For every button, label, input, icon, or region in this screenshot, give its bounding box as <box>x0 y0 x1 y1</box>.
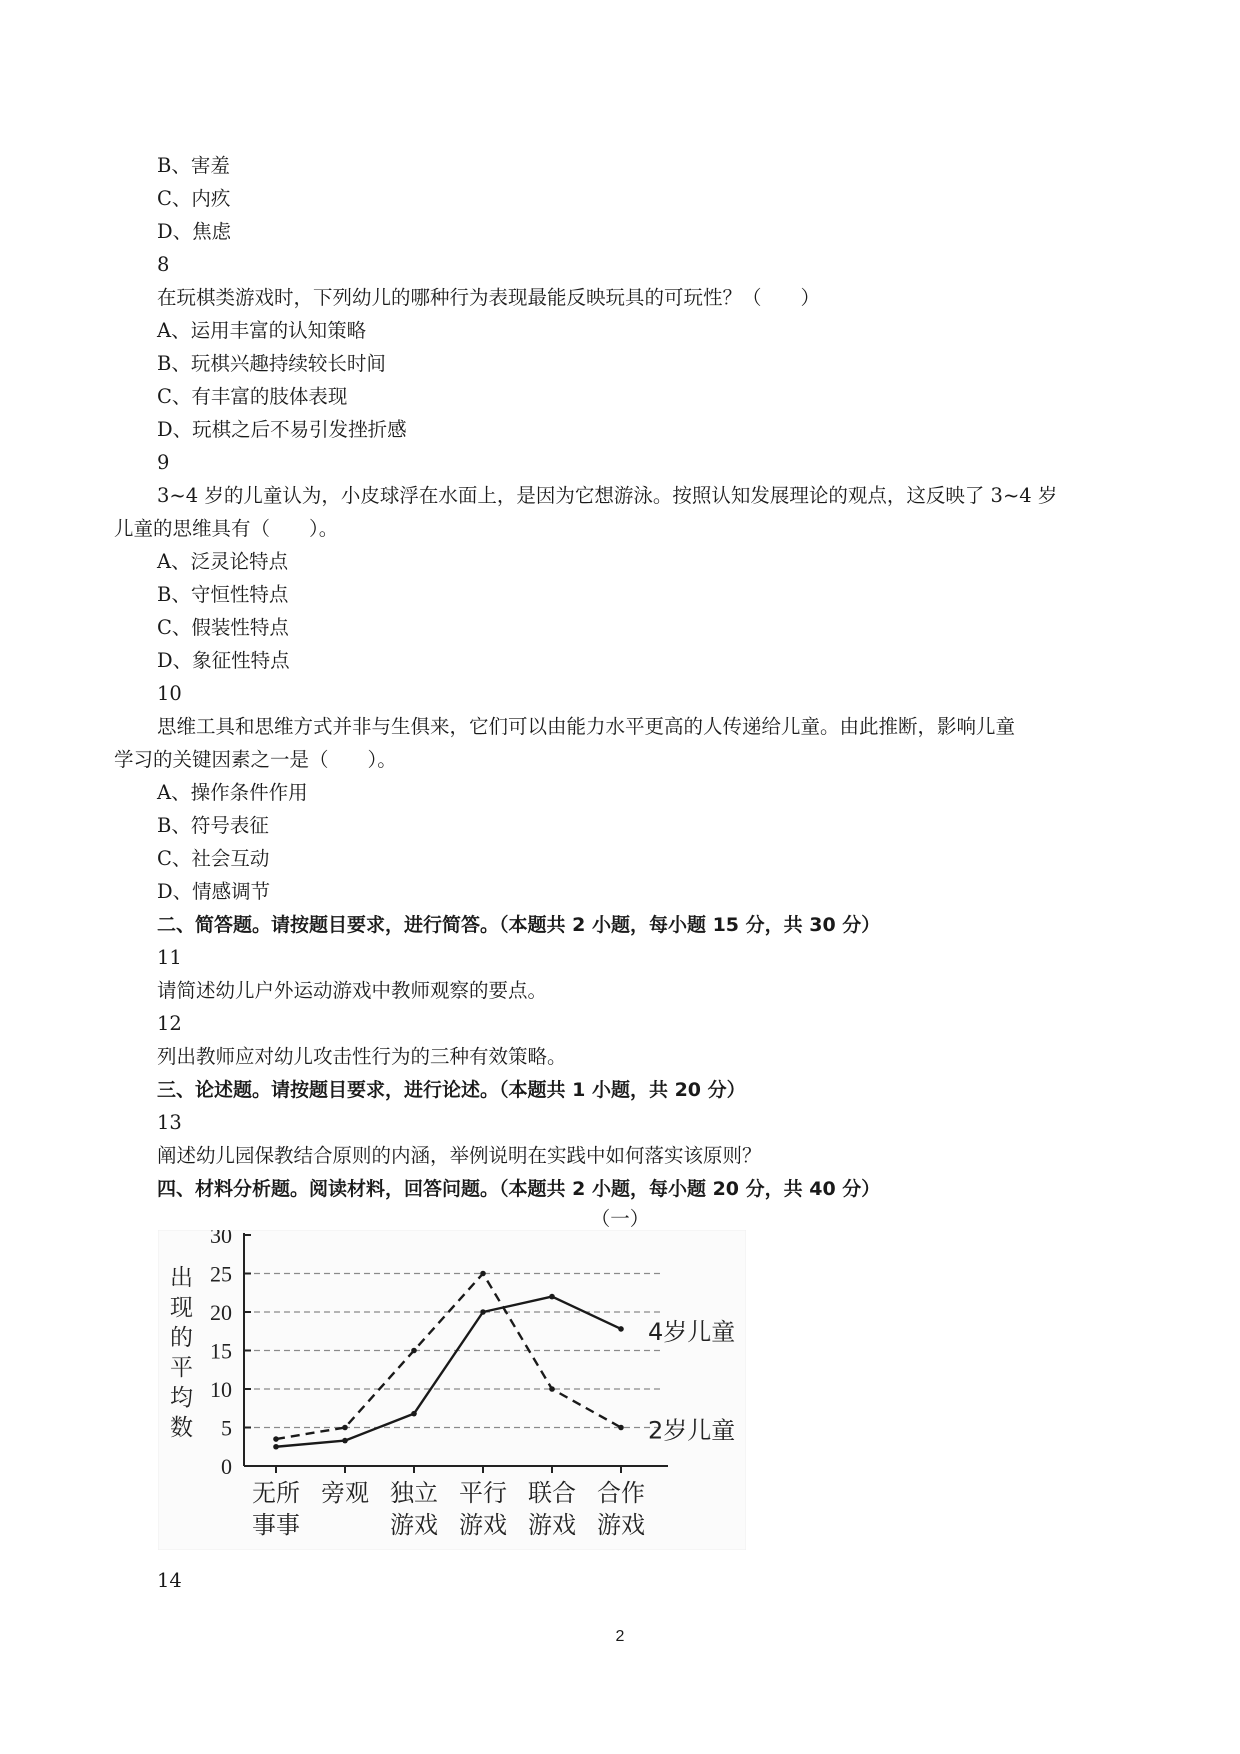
text-line: D、玩棋之后不易引发挫折感 <box>157 418 407 441</box>
data-point <box>273 1436 279 1442</box>
text-line: C、社会互动 <box>157 847 270 870</box>
text-line: B、守恒性特点 <box>157 583 289 606</box>
x-tick-label: 游戏 <box>459 1511 507 1539</box>
x-tick-label: 平行 <box>459 1479 507 1507</box>
x-tick-label: 无所 <box>252 1479 300 1507</box>
data-point <box>411 1411 417 1417</box>
data-point <box>618 1326 624 1332</box>
text-line: 在玩棋类游戏时，下列幼儿的哪种行为表现最能反映玩具的可玩性？（ ） <box>157 286 821 309</box>
text-line: 三、论述题。请按题目要求，进行论述。（本题共 1 小题，共 20 分） <box>157 1079 746 1101</box>
text-line: 列出教师应对幼儿攻击性行为的三种有效策略。 <box>157 1045 567 1068</box>
y-tick-label: 10 <box>210 1377 232 1402</box>
y-axis-label-char: 均 <box>170 1385 193 1411</box>
x-tick-label: 独立 <box>390 1479 438 1507</box>
y-tick-label: 5 <box>221 1415 232 1441</box>
x-tick-label: 合作 <box>597 1479 645 1507</box>
x-tick-label: 游戏 <box>528 1511 576 1539</box>
data-point <box>480 1309 486 1315</box>
text-line: 四、材料分析题。阅读材料，回答问题。（本题共 2 小题，每小题 20 分，共 40 分） <box>157 1178 881 1200</box>
y-tick-label: 15 <box>210 1338 232 1364</box>
text-line: 8 <box>157 253 170 276</box>
series-label: 4岁儿童 <box>648 1317 736 1346</box>
text-line: C、有丰富的肢体表现 <box>157 385 348 408</box>
text-line: C、假装性特点 <box>157 616 289 639</box>
y-tick-label: 20 <box>210 1300 232 1325</box>
text-line: B、玩棋兴趣持续较长时间 <box>157 352 386 375</box>
y-axis-label-char: 的 <box>170 1325 193 1351</box>
series-label: 2岁儿童 <box>648 1416 736 1445</box>
text-line: 9 <box>157 451 170 474</box>
text-line: 11 <box>157 946 182 969</box>
data-point <box>273 1444 279 1450</box>
text-line: 思维工具和思维方式并非与生俱来，它们可以由能力水平更高的人传递给儿童。由此推断，影响儿童 <box>157 715 1016 738</box>
text-line: C、内疚 <box>157 187 231 210</box>
text-line: A、运用丰富的认知策略 <box>157 319 367 342</box>
text-line: 二、简答题。请按题目要求，进行简答。（本题共 2 小题，每小题 15 分，共 30 分） <box>157 914 881 936</box>
text-line: B、害羞 <box>157 154 230 177</box>
text-line: D、象征性特点 <box>157 649 290 672</box>
text-line: 3~4 岁的儿童认为，小皮球浮在水面上，是因为它想游泳。按照认知发展理论的观点，这反映了 3~4 岁 <box>157 484 1058 507</box>
y-axis-label-char: 出 <box>170 1265 193 1291</box>
y-tick-label: 30 <box>210 1230 232 1248</box>
text-line: （一） <box>590 1207 650 1230</box>
data-point <box>549 1294 555 1300</box>
text-line: 10 <box>157 682 182 705</box>
x-tick-label: 游戏 <box>390 1511 438 1539</box>
y-tick-label: 0 <box>221 1454 232 1479</box>
text-line: 儿童的思维具有（ ）。 <box>114 517 339 540</box>
y-tick-label: 25 <box>210 1261 232 1287</box>
y-axis-label-char: 数 <box>170 1415 193 1441</box>
text-line: 14 <box>157 1569 182 1592</box>
data-point <box>480 1271 486 1277</box>
play-behavior-line-chart <box>158 1230 746 1550</box>
page-number: 2 <box>615 1628 625 1645</box>
text-line: 13 <box>157 1111 182 1134</box>
data-point <box>342 1438 348 1444</box>
text-line: D、情感调节 <box>157 880 271 903</box>
y-axis-label-char: 平 <box>170 1355 193 1381</box>
y-axis-label-char: 现 <box>170 1295 193 1321</box>
text-line: 阐述幼儿园保教结合原则的内涵，举例说明在实践中如何落实该原则？ <box>157 1144 762 1167</box>
x-tick-label: 联合 <box>528 1479 576 1507</box>
x-tick-label: 游戏 <box>597 1511 645 1539</box>
text-line: A、操作条件作用 <box>157 781 308 804</box>
text-line: A、泛灵论特点 <box>157 550 289 573</box>
text-line: B、符号表征 <box>157 814 269 837</box>
text-line: 学习的关键因素之一是（ ）。 <box>114 748 397 771</box>
text-line: 12 <box>157 1012 182 1035</box>
data-point <box>342 1425 348 1431</box>
data-point <box>618 1425 624 1431</box>
text-line: 请简述幼儿户外运动游戏中教师观察的要点。 <box>157 979 548 1002</box>
text-line: D、焦虑 <box>157 220 232 243</box>
x-tick-label: 旁观 <box>321 1479 369 1507</box>
data-point <box>411 1348 417 1354</box>
data-point <box>549 1386 555 1392</box>
x-tick-label: 事事 <box>252 1511 300 1539</box>
